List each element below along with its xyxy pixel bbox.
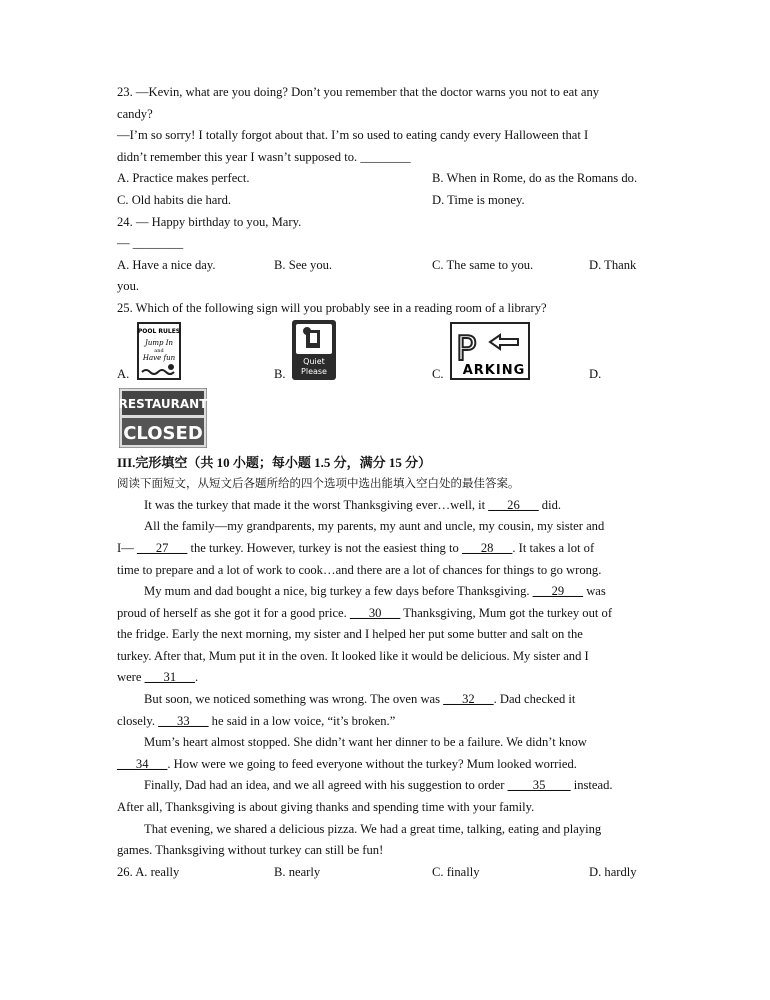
q25-label-c: C. — [432, 366, 444, 381]
text: did. — [538, 497, 562, 512]
quiet-sign-line2: Please — [301, 366, 327, 376]
q24-option-b: B. See you. — [274, 257, 333, 272]
blank-27: ___27___ — [136, 540, 188, 555]
passage-p3-line5 — [117, 667, 657, 689]
q23-option-b: B. When in Rome, do as the Romans do. — [432, 171, 638, 186]
passage-p3-line3: the fridge. Early the next morning, my sister and I helped her put some butter and salt on the — [117, 627, 583, 642]
blank-33: ___33___ — [158, 713, 209, 728]
q24-option-a: A. Have a nice day. — [117, 257, 216, 272]
text: closely. — [117, 713, 159, 728]
passage-p6-line2: After all, Thanksgiving is about giving thanks and spending time with your family. — [117, 800, 535, 815]
q24-options-row — [117, 255, 657, 277]
passage-p5-line2 — [117, 754, 657, 776]
text: proud of herself as she got it for a good price. — [117, 605, 350, 620]
section-title: III.完形填空（共 10 小题；每小题 1.5 分，满分 15 分） — [117, 454, 432, 470]
q26-option-b: B. nearly — [274, 864, 321, 879]
q26-option-d: D. hardly — [589, 864, 637, 879]
blank-32: ___32___ — [443, 692, 494, 707]
q24-option-d: D. Thank — [589, 257, 637, 272]
q24-option-d-wrap: you. — [117, 279, 140, 294]
exam-page — [117, 82, 657, 883]
q23-line4: didn’t remember this year I wasn’t supposed to. ________ — [117, 149, 411, 164]
parking-sign — [450, 322, 530, 380]
text: . It takes a lot of — [512, 540, 595, 555]
q26-option-a: 26. A. really — [117, 864, 180, 879]
parking-sign-text: ARKING — [462, 362, 526, 378]
text: he said in a low voice, “it’s broken.” — [208, 713, 396, 728]
q26-options-row — [117, 862, 657, 884]
q26-option-c: C. finally — [432, 864, 480, 879]
blank-31: ___31___ — [144, 670, 195, 685]
restaurant-closed-sign — [119, 388, 207, 448]
quiet-please-sign — [292, 320, 336, 380]
q23-options-row2 — [117, 190, 657, 212]
svg-text:P: P — [456, 328, 477, 369]
pool-rules-sign — [137, 322, 181, 380]
section-instruction: 阅读下面短文，从短文后各题所给的四个选项中选出能填入空白处的最佳答案。 — [117, 476, 520, 491]
pool-rules-line3: and — [154, 347, 164, 354]
passage-p2-line1: All the family—my grandparents, my parents, my aunt and uncle, my cousin, my sister and — [144, 519, 605, 534]
passage-p1 — [117, 495, 657, 517]
text: the turkey. However, turkey is not the easiest thing to — [187, 540, 462, 555]
q23-line2: candy? — [117, 106, 153, 121]
passage-p6-line1 — [117, 775, 657, 797]
q25-label-b: B. — [274, 366, 286, 381]
text: . Dad checked it — [493, 692, 576, 707]
text: Finally, Dad had an idea, and we all agreed with his suggestion to order — [144, 778, 508, 793]
blank-34: ___34___ — [117, 756, 168, 771]
quiet-sign-line1: Quiet — [303, 356, 325, 366]
text: were — [117, 670, 145, 685]
blank-28: ___28___ — [461, 540, 513, 555]
passage-p4-line1 — [117, 689, 657, 711]
passage-p4-line2 — [117, 711, 657, 733]
pool-rules-line2: Jump In — [145, 338, 173, 347]
text: It was the turkey that made it the worst Thanksgiving ever…well, it — [144, 497, 489, 512]
q23-option-a: A. Practice makes perfect. — [117, 171, 250, 186]
q23-option-d: D. Time is money. — [432, 192, 525, 207]
passage-p2-line3: time to prepare and a lot of work to cook…and there are a lot of chances for things to go wrong. — [117, 562, 602, 577]
text: But soon, we noticed something was wrong. The oven was — [144, 692, 444, 707]
blank-35: ____35____ — [507, 778, 571, 793]
q23-option-c: C. Old habits die hard. — [117, 192, 232, 207]
text: instead. — [570, 778, 613, 793]
text: My mum and dad bought a nice, big turkey a few days before Thanksgiving. — [144, 584, 533, 599]
blank-29: ___29___ — [532, 584, 584, 599]
q25-label-a: A. — [117, 366, 130, 381]
passage-p3-line2 — [117, 603, 657, 625]
q23-line1: 23. —Kevin, what are you doing? Don’t you remember that the doctor warns you not to eat any — [117, 85, 600, 99]
restaurant-sign-line1: RESTAURANT — [119, 396, 207, 411]
blank-26: ___26___ — [488, 497, 539, 512]
q25-line1: 25. Which of the following sign will you probably see in a reading room of a library? — [117, 300, 547, 315]
q24-line1: 24. — Happy birthday to you, Mary. — [117, 214, 302, 229]
q25-sign-d-row — [117, 386, 657, 452]
q24-option-c: C. The same to you. — [432, 257, 534, 272]
text: . — [195, 670, 199, 685]
text: I— — [117, 540, 137, 555]
restaurant-sign-line2: CLOSED — [123, 422, 203, 444]
passage-p2-line2 — [117, 538, 657, 560]
passage-p5-line1: Mum’s heart almost stopped. She didn’t want her dinner to be a failure. We didn’t know — [144, 735, 587, 750]
q25-signs-row — [117, 320, 657, 386]
passage-p7-line1: That evening, we shared a delicious pizza. We had a great time, talking, eating and playing — [144, 821, 602, 836]
passage-p3-line1 — [117, 581, 657, 603]
pool-rules-title: POOL RULES — [137, 327, 181, 335]
q23-line3: —I’m so sorry! I totally forgot about that. I’m so used to eating candy every Halloween that I — [117, 128, 589, 143]
q23-options-row1 — [117, 168, 657, 190]
pool-rules-line4: Have fun — [142, 353, 176, 362]
text: Thanksgiving, Mum got the turkey out of — [400, 605, 613, 620]
passage-p7-line2: games. Thanksgiving without turkey can still be fun! — [117, 843, 384, 858]
text: was — [583, 584, 606, 599]
blank-30: ___30___ — [349, 605, 401, 620]
q24-line2: — ________ — [117, 236, 184, 251]
q25-label-d: D. — [589, 366, 602, 381]
passage-p3-line4: turkey. After that, Mum put it in the oven. It looked like it would be delicious. My sister and I — [117, 648, 589, 663]
text: . How were we going to feed everyone without the turkey? Mum looked worried. — [167, 756, 577, 771]
